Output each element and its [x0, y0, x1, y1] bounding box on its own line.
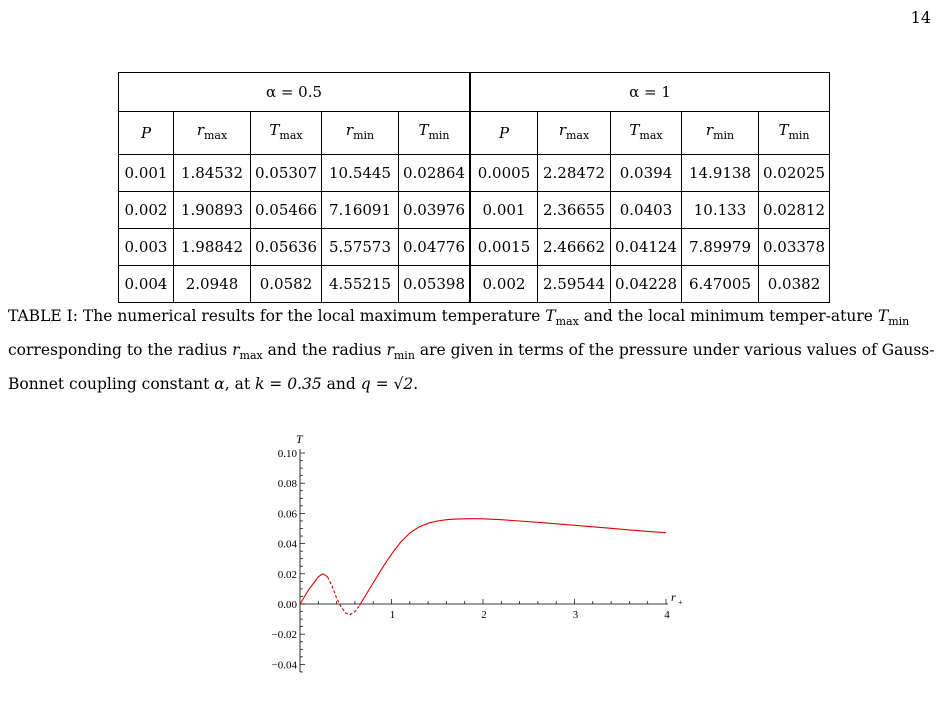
column-header-symbol: r	[196, 121, 204, 139]
table-cell: 4.55215	[322, 266, 399, 303]
table-row	[119, 192, 830, 229]
table-cell: 0.0403	[611, 192, 682, 229]
x-tick-label: 4	[664, 609, 670, 621]
table-cell: 6.47005	[682, 266, 759, 303]
table-header-row	[119, 112, 830, 155]
group-alpha-0-5: α = 0.5	[119, 73, 471, 112]
table-body	[119, 155, 830, 303]
caption-text-4: and the radius	[262, 341, 387, 360]
y-tick-label: 0.04	[277, 538, 297, 551]
caption-sub-min: min	[888, 315, 910, 329]
table-cell: 0.001	[470, 192, 538, 229]
table-cell: 10.133	[682, 192, 759, 229]
column-header	[538, 112, 611, 155]
x-tick-label: 1	[389, 609, 396, 621]
column-header-symbol: P	[140, 124, 152, 142]
table-cell: 0.001	[119, 155, 174, 192]
x-axis-label: r	[671, 590, 676, 604]
caption-text-8: .	[413, 375, 419, 394]
table-cell: 0.03378	[759, 229, 830, 266]
column-header-symbol: T	[778, 121, 789, 139]
table-cell: 0.03976	[399, 192, 471, 229]
table-cell: 1.84532	[174, 155, 251, 192]
column-header-symbol: T	[269, 121, 280, 139]
caption-k-equation: k = 0.35	[254, 375, 322, 394]
caption-q-equation: q = √2	[360, 375, 414, 394]
column-header-subscript: min	[788, 129, 810, 142]
table-row	[119, 266, 830, 303]
y-tick-label: 0.10	[277, 448, 297, 460]
table-cell: 0.02025	[759, 155, 830, 192]
column-header-subscript: min	[353, 129, 375, 142]
caption-sub-max: max	[239, 349, 263, 363]
table-cell: 2.59544	[538, 266, 611, 303]
y-tick-label: 0.00	[277, 599, 297, 611]
column-header	[470, 112, 538, 155]
table-cell: 0.04124	[611, 229, 682, 266]
caption-text-2: and the local minimum temper-ature	[578, 307, 878, 325]
table-cell: 1.98842	[174, 229, 251, 266]
column-header-symbol: r	[345, 121, 354, 139]
column-header-subscript: min	[713, 129, 735, 142]
column-header-symbol: T	[629, 121, 640, 139]
y-tick-label: 0.02	[277, 568, 297, 581]
group-alpha-1: α = 1	[470, 73, 830, 112]
column-header-symbol: P	[498, 124, 510, 142]
y-tick-label: −0.04	[271, 659, 297, 672]
table-cell: 0.003	[119, 229, 174, 266]
caption-text-7: and	[321, 375, 361, 394]
table-cell: 0.02864	[399, 155, 471, 192]
temperature-plot	[240, 430, 700, 680]
column-header-symbol: T	[418, 121, 429, 139]
series-line-solid-right	[360, 519, 667, 606]
table-cell: 0.02812	[759, 192, 830, 229]
table-cell: 0.05398	[399, 266, 471, 303]
series-line-solid-left	[300, 574, 328, 604]
table-cell: 0.0015	[470, 229, 538, 266]
table-cell: 0.002	[119, 192, 174, 229]
y-axis-label: T	[296, 432, 303, 446]
table-cell: 7.89979	[682, 229, 759, 266]
column-header	[119, 112, 174, 155]
table-cell: 0.05636	[251, 229, 322, 266]
x-tick-label: 2	[481, 609, 487, 621]
column-header	[399, 112, 471, 155]
caption-text-3: corresponding to the radius	[8, 341, 233, 360]
table-cell: 0.04776	[399, 229, 471, 266]
column-header	[322, 112, 399, 155]
column-header	[611, 112, 682, 155]
page-number: 14	[910, 8, 931, 27]
table-cell: 0.04228	[611, 266, 682, 303]
caption-sub-max: max	[555, 315, 579, 329]
table-cell: 7.16091	[322, 192, 399, 229]
table-cell: 1.90893	[174, 192, 251, 229]
table-cell: 14.9138	[682, 155, 759, 192]
table-cell: 0.05466	[251, 192, 322, 229]
column-header-subscript: max	[565, 129, 590, 142]
column-header-subscript: max	[279, 129, 303, 142]
table-cell: 0.0005	[470, 155, 538, 192]
table-cell: 2.0948	[174, 266, 251, 303]
y-tick-label: −0.02	[271, 629, 297, 642]
caption-var-r: r	[386, 341, 394, 360]
table-cell: 10.5445	[322, 155, 399, 192]
y-tick-label: 0.08	[277, 478, 297, 491]
caption-var-t: T	[877, 307, 889, 325]
column-header	[759, 112, 830, 155]
column-header-subscript: max	[639, 129, 663, 142]
table-cell: 0.05307	[251, 155, 322, 192]
table-cell: 2.36655	[538, 192, 611, 229]
table-cell: 2.28472	[538, 155, 611, 192]
caption-var-t: T	[545, 307, 556, 325]
column-header	[682, 112, 759, 155]
column-header-subscript: max	[203, 129, 228, 142]
caption-sub-min: min	[393, 349, 415, 363]
caption-text-1: The numerical results for the local maximum temperature	[77, 307, 546, 325]
table-cell: 5.57573	[322, 229, 399, 266]
series-line-dashed	[328, 577, 360, 615]
column-header-symbol: r	[558, 121, 566, 139]
table-group-row	[119, 73, 830, 112]
x-axis-label-subscript: +	[678, 598, 683, 607]
table-caption	[8, 302, 938, 399]
table-cell: 2.46662	[538, 229, 611, 266]
caption-text-6: , at	[224, 375, 255, 394]
table-cell: 0.0582	[251, 266, 322, 303]
caption-var-r: r	[232, 341, 240, 360]
x-tick-label: 3	[572, 609, 579, 621]
caption-label: TABLE I:	[8, 307, 78, 325]
column-header	[251, 112, 322, 155]
y-tick-label: 0.06	[277, 508, 297, 521]
table-cell: 0.002	[470, 266, 538, 303]
caption-text-5: are given in terms of the pressure under various values of Gauss-Bonnet coupling constant	[8, 341, 935, 394]
table-row	[119, 155, 830, 192]
caption-var-alpha: α	[214, 375, 225, 394]
table-cell: 0.004	[119, 266, 174, 303]
table-row	[119, 229, 830, 266]
results-table	[118, 72, 830, 303]
column-header-symbol: r	[705, 121, 714, 139]
table-cell: 0.0394	[611, 155, 682, 192]
table-cell: 0.0382	[759, 266, 830, 303]
column-header	[174, 112, 251, 155]
column-header-subscript: min	[428, 129, 450, 142]
